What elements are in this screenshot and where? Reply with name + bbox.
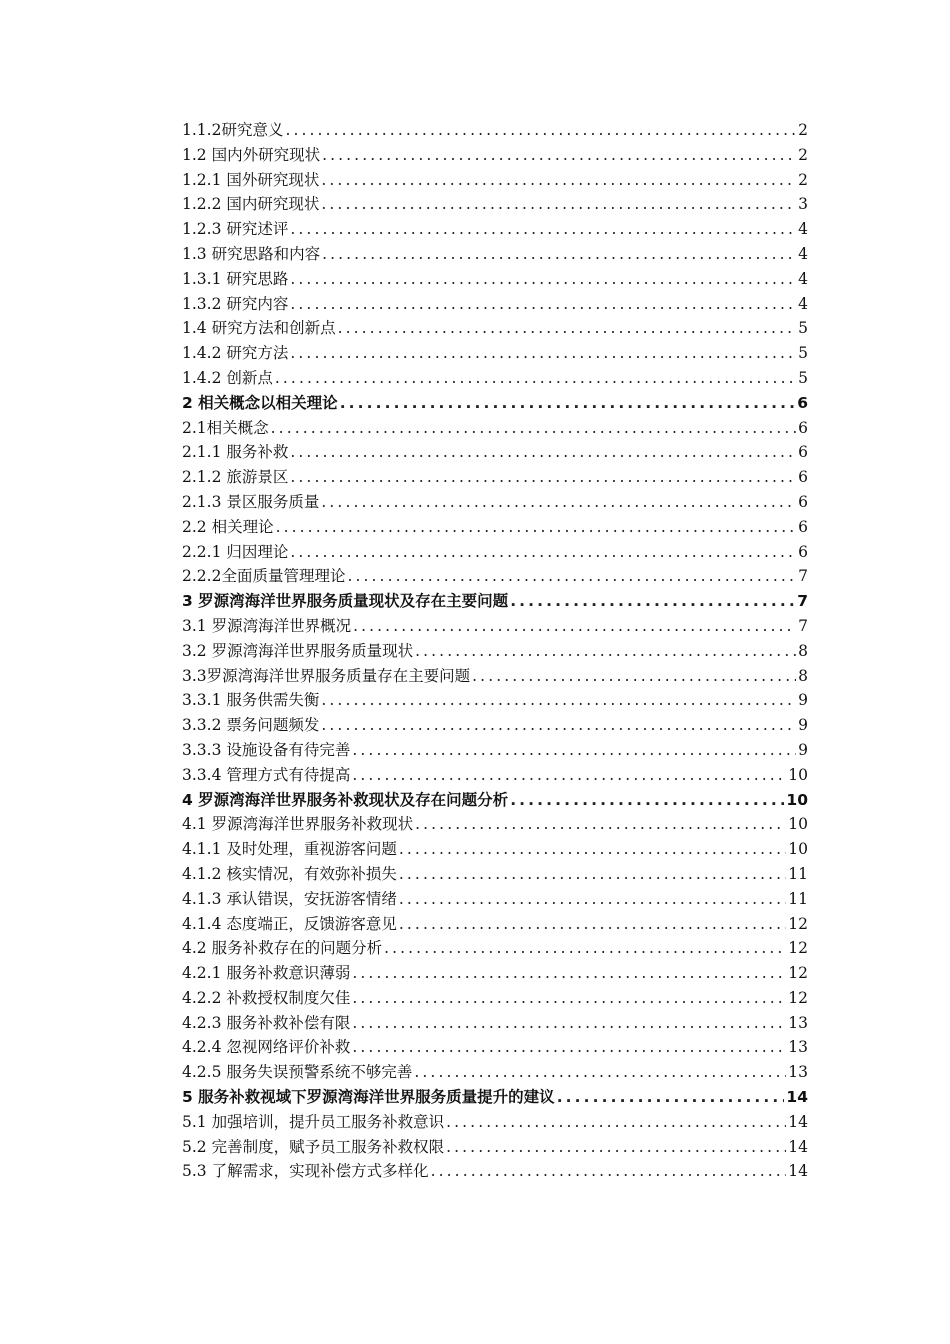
toc-chapter-row (182, 589, 808, 614)
toc-chapter-row (182, 788, 808, 813)
toc-page-number: 4 (798, 269, 808, 288)
toc-row (182, 540, 808, 565)
toc-page-number: 4 (798, 294, 808, 313)
toc-row (182, 267, 808, 292)
dot-leader (352, 961, 786, 986)
toc-row (182, 242, 808, 267)
toc-entry-title: 4.2.3 服务补救补偿有限 (182, 1013, 351, 1032)
dot-leader (557, 1085, 785, 1110)
dot-leader (399, 887, 786, 912)
toc-page-number: 9 (798, 740, 808, 759)
dot-leader (290, 292, 796, 317)
toc-page-number: 2 (798, 121, 808, 139)
toc-entry-title: 5.2 完善制度，赋予员工服务补救权限 (182, 1137, 445, 1156)
dot-leader (399, 912, 786, 937)
toc-entry-title: 1.4.2 研究方法 (182, 344, 289, 363)
dot-leader (321, 490, 796, 515)
toc-entry-title: 4.2.4 忽视网络评价补救 (182, 1038, 351, 1057)
toc-entry-title: 4.1 罗源湾海洋世界服务补救现状 (182, 815, 414, 834)
dot-leader (352, 1011, 786, 1036)
toc-entry-title: 3.1 罗源湾海洋世界概况 (182, 616, 352, 635)
toc-entry-title: 5 服务补救视域下罗源湾海洋世界服务质量提升的建议 (182, 1088, 555, 1107)
toc-row (182, 1159, 808, 1184)
dot-leader (384, 936, 786, 961)
toc-row (182, 862, 808, 887)
dot-leader (321, 192, 796, 217)
toc-entry-title: 4.2.2 补救授权制度欠佳 (182, 988, 351, 1007)
toc-entry-title: 1.2 国内外研究现状 (182, 145, 321, 164)
dot-leader (290, 440, 796, 465)
dot-leader (352, 763, 786, 788)
toc-page-number: 13 (788, 1063, 808, 1082)
toc-page-number: 6 (798, 468, 808, 487)
toc-row (182, 713, 808, 738)
toc-page-number: 6 (798, 492, 808, 511)
toc-row (182, 217, 808, 242)
dot-leader (472, 664, 796, 689)
dot-leader (322, 242, 796, 267)
toc-row (182, 912, 808, 937)
toc-row (182, 366, 808, 391)
dot-leader (353, 614, 796, 639)
toc-entry-title: 4.2.5 服务失误预警系统不够完善 (182, 1063, 413, 1082)
toc-page-number: 6 (798, 542, 808, 561)
toc-entry-title: 1.2.3 研究述评 (182, 220, 289, 239)
dot-leader (338, 316, 797, 341)
dot-leader (510, 589, 795, 614)
toc-row (182, 639, 808, 664)
toc-entry-title: 2.2.1 归因理论 (182, 542, 289, 561)
toc-row (182, 688, 808, 713)
toc-row (182, 416, 808, 441)
toc-entry-title: 1.3.2 研究内容 (182, 294, 289, 313)
toc-page-number: 14 (786, 1088, 808, 1107)
toc-entry-title: 2.2 相关理论 (182, 517, 274, 536)
toc-row (182, 614, 808, 639)
toc-row (182, 738, 808, 763)
toc-row (182, 936, 808, 961)
dot-leader (321, 688, 796, 713)
toc-entry-title: 1.4 研究方法和创新点 (182, 319, 336, 338)
dot-leader (275, 366, 796, 391)
toc-row (182, 118, 808, 143)
toc-page-number: 11 (788, 889, 808, 908)
toc-row (182, 440, 808, 465)
toc-page-number: 7 (797, 592, 808, 611)
toc-page-number: 6 (798, 443, 808, 462)
toc-entry-title: 1.4.2 创新点 (182, 368, 273, 387)
toc-entry-title: 2.1相关概念 (182, 418, 269, 437)
toc-page-number: 10 (788, 815, 808, 834)
dot-leader (290, 267, 796, 292)
toc-page-number: 2 (798, 170, 808, 189)
toc-entry-title: 1.3.1 研究思路 (182, 269, 289, 288)
dot-leader (399, 862, 786, 887)
dot-leader (446, 1110, 786, 1135)
toc-page-number: 12 (788, 964, 808, 983)
dot-leader (431, 1159, 787, 1184)
toc-page-number: 14 (788, 1112, 808, 1131)
toc-page-number: 12 (788, 939, 808, 958)
toc-row (182, 292, 808, 317)
toc-row (182, 837, 808, 862)
toc-entry-title: 1.2.1 国外研究现状 (182, 170, 320, 189)
toc-row (182, 961, 808, 986)
toc-entry-title: 2 相关概念以相关理论 (182, 393, 338, 412)
toc-page-number: 6 (798, 517, 808, 536)
dot-leader (321, 168, 796, 193)
dot-leader (399, 837, 786, 862)
toc-entry-title: 3.3罗源湾海洋世界服务质量存在主要问题 (182, 666, 471, 685)
toc-chapter-row (182, 391, 808, 416)
toc-row (182, 143, 808, 168)
toc-row (182, 986, 808, 1011)
toc-row (182, 341, 808, 366)
toc-page-number: 10 (788, 765, 808, 784)
toc-page-number: 7 (798, 567, 808, 586)
toc-page-number: 12 (788, 988, 808, 1007)
dot-leader (340, 391, 796, 416)
table-of-contents (182, 118, 808, 1184)
toc-entry-title: 4.1.3 承认错误，安抚游客情绪 (182, 889, 397, 908)
toc-page-number: 4 (798, 244, 808, 263)
dot-leader (415, 639, 796, 664)
toc-row (182, 664, 808, 689)
dot-leader (321, 713, 796, 738)
toc-entry-title: 2.1.2 旅游景区 (182, 468, 289, 487)
toc-page-number: 5 (798, 368, 808, 387)
toc-entry-title: 4.2 服务补救存在的问题分析 (182, 939, 383, 958)
toc-page-number: 11 (788, 864, 808, 883)
toc-row (182, 465, 808, 490)
toc-entry-title: 4.2.1 服务补救意识薄弱 (182, 964, 351, 983)
toc-entry-title: 4.1.2 核实情况，有效弥补损失 (182, 864, 397, 883)
toc-page-number: 3 (798, 195, 808, 214)
toc-row (182, 887, 808, 912)
toc-entry-title: 2.2.2全面质量管理理论 (182, 567, 346, 586)
toc-page-number: 13 (788, 1013, 808, 1032)
dot-leader (322, 143, 796, 168)
dot-leader (290, 217, 796, 242)
toc-page-number: 13 (788, 1038, 808, 1057)
toc-page-number: 9 (798, 691, 808, 710)
toc-entry-title: 5.1 加强培训，提升员工服务补救意识 (182, 1112, 445, 1131)
toc-page-number: 2 (798, 145, 808, 164)
dot-leader (276, 515, 797, 540)
toc-entry-title: 1.3 研究思路和内容 (182, 244, 321, 263)
toc-page-number: 10 (788, 840, 808, 859)
toc-entry-title: 2.1.1 服务补救 (182, 443, 289, 462)
toc-row (182, 1135, 808, 1160)
toc-entry-title: 4.1.1 及时处理，重视游客问题 (182, 840, 397, 859)
toc-entry-title: 3 罗源湾海洋世界服务质量现状及存在主要问题 (182, 592, 509, 611)
toc-row (182, 1110, 808, 1135)
toc-entry-title: 3.2 罗源湾海洋世界服务质量现状 (182, 641, 414, 660)
toc-row (182, 316, 808, 341)
dot-leader (290, 465, 796, 490)
toc-row (182, 763, 808, 788)
toc-entry-title: 4 罗源湾海洋世界服务补救现状及存在问题分析 (182, 790, 509, 809)
toc-page-number: 10 (786, 790, 808, 809)
dot-leader (510, 788, 784, 813)
dot-leader (290, 341, 796, 366)
toc-row (182, 1035, 808, 1060)
toc-page-number: 5 (798, 344, 808, 363)
toc-chapter-row (182, 1085, 808, 1110)
toc-entry-title: 3.3.4 管理方式有待提高 (182, 765, 351, 784)
dot-leader (446, 1135, 786, 1160)
dot-leader (415, 812, 786, 837)
dot-leader (352, 986, 786, 1011)
toc-page-number: 14 (788, 1137, 808, 1156)
toc-page-number: 4 (798, 220, 808, 239)
toc-page-number: 7 (798, 616, 808, 635)
toc-page-number: 9 (798, 716, 808, 735)
toc-page-number: 5 (798, 319, 808, 338)
toc-page-number: 6 (798, 418, 808, 437)
toc-entry-title: 1.1.2研究意义 (182, 121, 284, 139)
dot-leader (352, 738, 796, 763)
dot-leader (414, 1060, 786, 1085)
toc-entry-title: 5.3 了解需求，实现补偿方式多样化 (182, 1162, 429, 1181)
dot-leader (347, 564, 796, 589)
toc-page-number: 8 (798, 641, 808, 660)
toc-entry-title: 3.3.3 设施设备有待完善 (182, 740, 351, 759)
toc-row (182, 192, 808, 217)
toc-row (182, 515, 808, 540)
dot-leader (290, 540, 796, 565)
toc-page-number: 14 (788, 1162, 808, 1181)
dot-leader (285, 118, 796, 143)
toc-entry-title: 1.2.2 国内研究现状 (182, 195, 320, 214)
toc-row (182, 490, 808, 515)
toc-page-number: 8 (798, 666, 808, 685)
dot-leader (271, 416, 796, 441)
toc-entry-title: 3.3.2 票务问题频发 (182, 716, 320, 735)
toc-row (182, 564, 808, 589)
toc-page-number: 6 (797, 393, 808, 412)
toc-page-number: 12 (788, 914, 808, 933)
toc-entry-title: 4.1.4 态度端正，反馈游客意见 (182, 914, 397, 933)
toc-row (182, 168, 808, 193)
toc-row (182, 812, 808, 837)
toc-row (182, 1060, 808, 1085)
toc-entry-title: 3.3.1 服务供需失衡 (182, 691, 320, 710)
dot-leader (352, 1035, 786, 1060)
toc-row (182, 1011, 808, 1036)
toc-entry-title: 2.1.3 景区服务质量 (182, 492, 320, 511)
